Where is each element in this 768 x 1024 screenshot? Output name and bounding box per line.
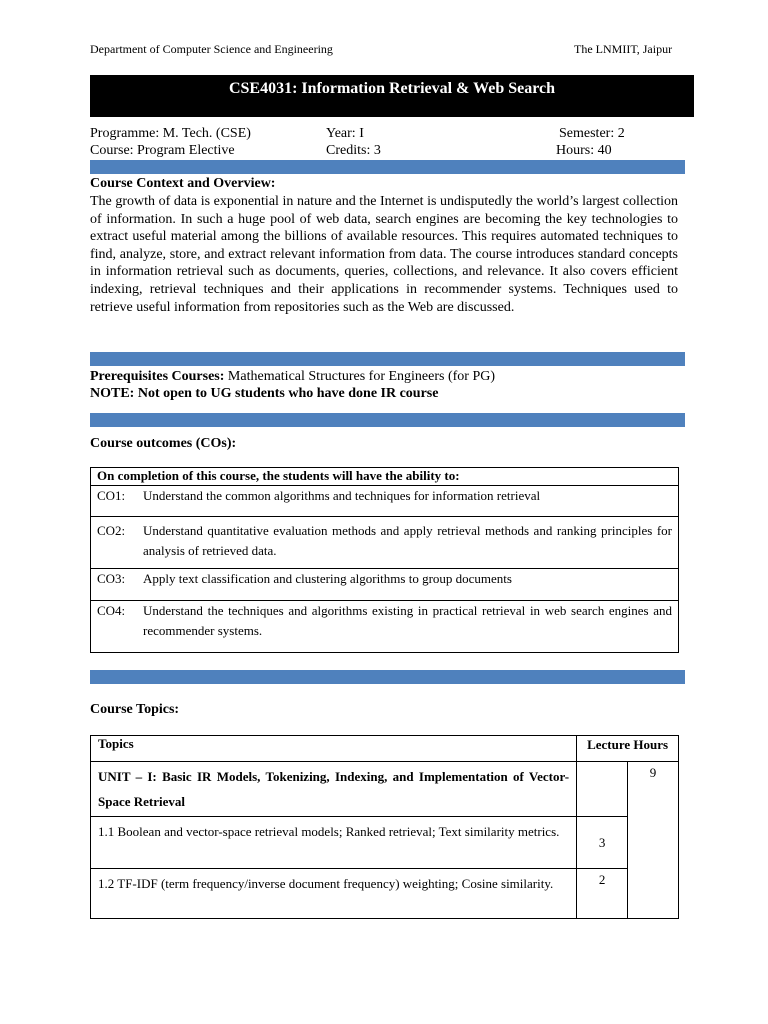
course-title: CSE4031: Information Retrieval & Web Search xyxy=(90,75,694,117)
topic-text: 1.1 Boolean and vector-space retrieval models; Ranked retrieval; Text similarity metrics. xyxy=(98,824,560,839)
co-id: CO3: xyxy=(97,571,126,586)
outcomes-table-header: On completion of this course, the students will have the ability to: xyxy=(91,468,679,486)
co-text: Apply text classification and clustering algorithms to group documents xyxy=(143,571,512,586)
year: Year: I xyxy=(326,126,364,141)
topics-heading: Course Topics: xyxy=(90,702,180,717)
programme: Programme: M. Tech. (CSE) xyxy=(90,126,251,141)
hours-col-header: Lecture Hours xyxy=(577,736,679,762)
topic-text: 1.2 TF-IDF (term frequency/inverse document frequency) weighting; Cosine similarity. xyxy=(98,876,554,891)
prereq-note: NOTE: Not open to UG students who have done IR course xyxy=(90,386,439,401)
prerequisites xyxy=(90,369,495,385)
co-text: Understand quantitative evaluation methods and apply retrieval methods and ranking principles for analysis of retrieved data. xyxy=(143,523,672,558)
topic-row xyxy=(91,869,577,919)
hours: Hours: 40 xyxy=(556,143,612,158)
unit-title: UNIT – I: Basic IR Models, Tokenizing, Indexing, and Implementation of Vector-Space Retrieval xyxy=(91,762,577,817)
topics-table xyxy=(90,735,679,919)
topic-hours: 2 xyxy=(577,869,628,919)
department-name: Department of Computer Science and Engineering xyxy=(90,42,333,56)
section-divider xyxy=(90,352,685,366)
section-divider xyxy=(90,670,685,684)
co-row xyxy=(91,486,679,517)
co-row xyxy=(91,601,679,653)
co-row xyxy=(91,517,679,569)
context-heading: Course Context and Overview: xyxy=(90,176,276,191)
co-row xyxy=(91,569,679,601)
semester: Semester: 2 xyxy=(559,126,625,141)
co-text: Understand the techniques and algorithms existing in practical retrieval in web search engines and recommender systems. xyxy=(143,603,672,638)
unit-hours-empty xyxy=(577,762,628,817)
prereq-label: Prerequisites Courses: xyxy=(90,369,225,384)
credits: Credits: 3 xyxy=(326,143,381,158)
topic-row xyxy=(91,817,577,869)
unit-total-hours: 9 xyxy=(628,762,679,919)
co-text: Understand the common algorithms and techniques for information retrieval xyxy=(143,488,541,503)
institute-name: The LNMIIT, Jaipur xyxy=(574,42,673,56)
section-divider xyxy=(90,160,685,174)
section-divider xyxy=(90,413,685,427)
topics-col-header: Topics xyxy=(91,736,577,762)
outcomes-heading: Course outcomes (COs): xyxy=(90,436,237,451)
course-type: Course: Program Elective xyxy=(90,143,235,158)
co-id: CO4: xyxy=(97,603,126,618)
co-id: CO2: xyxy=(97,523,126,538)
co-id: CO1: xyxy=(97,488,126,503)
outcomes-table xyxy=(90,467,679,653)
context-text: The growth of data is exponential in nature and the Internet is undisputedly the world’s largest collection of information. In such a huge pool of web data, search engines are becoming the key technologies to extract useful material among the billions of available resources. This requires automated techniques to find, analyze, store, and extract relevant information from data. The course introduces standard concepts in information retrieval such as documents, queries, collections, and relevance. It also covers efficient indexing, retrieval techniques and their applications in recommender systems. Techniques used to retrieve useful information from repositories such as the Web are discussed. xyxy=(90,194,678,315)
prereq-value: Mathematical Structures for Engineers (for PG) xyxy=(227,369,496,384)
topic-hours: 3 xyxy=(577,817,628,869)
